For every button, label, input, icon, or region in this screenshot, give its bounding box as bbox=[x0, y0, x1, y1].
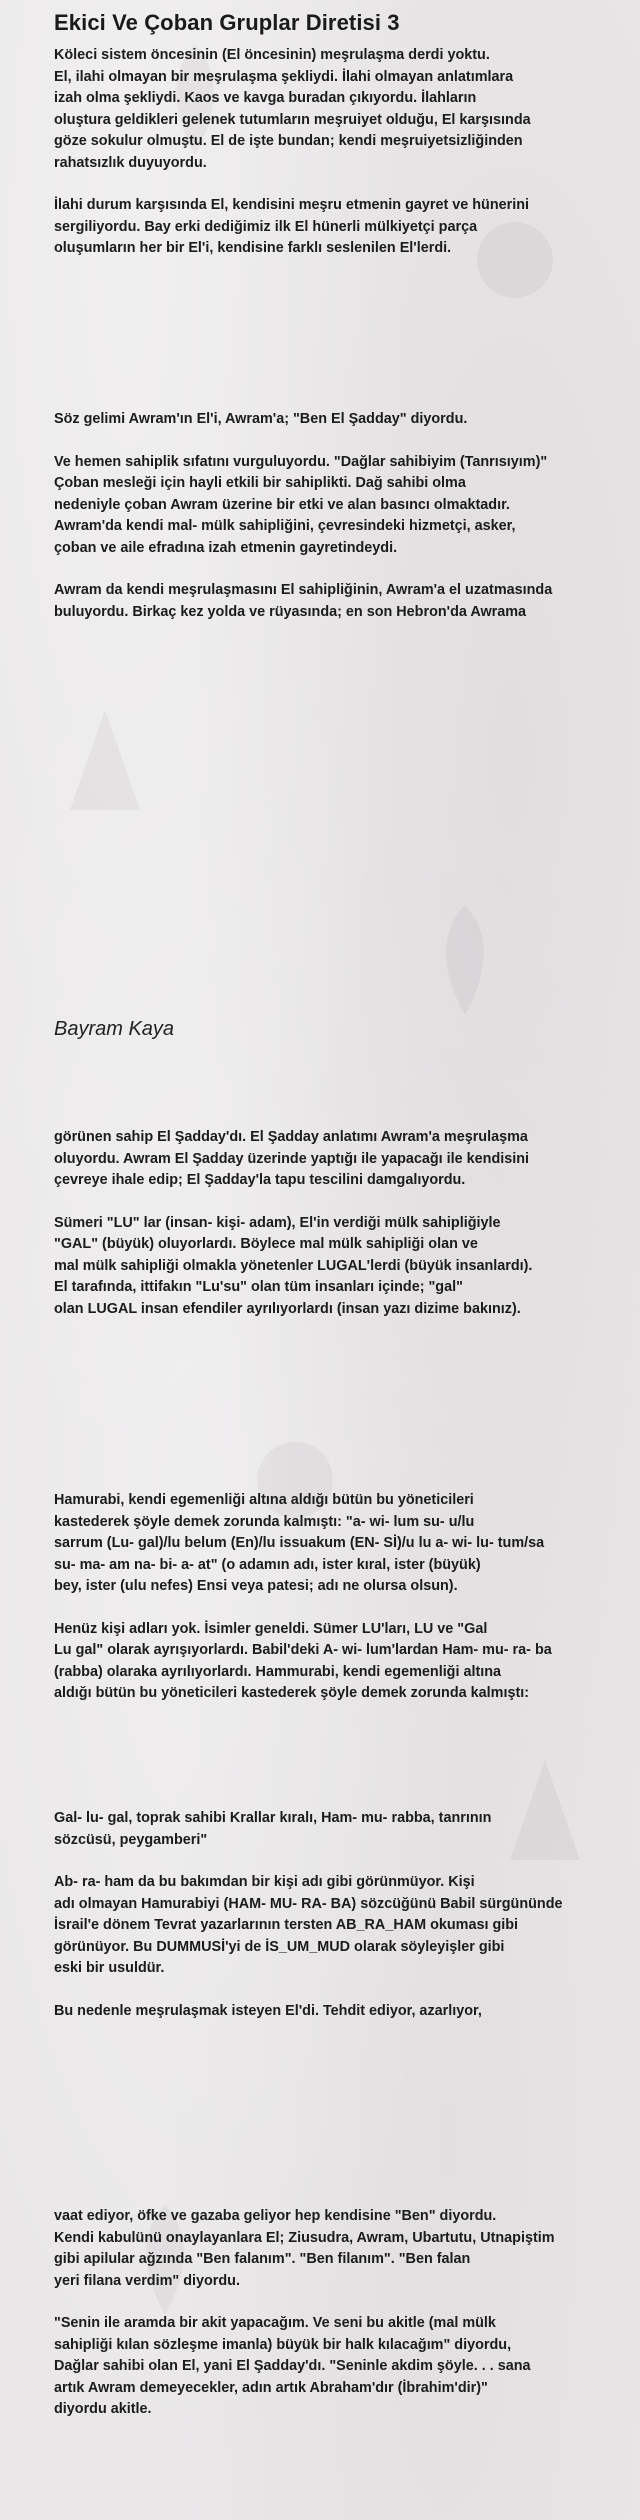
paragraph: Sümeri "LU" lar (insan- kişi- adam), El'in verdiği mülk sahipliğiyle "GAL" (büyük) oluyorlardı. Böylece mal mülk sahipliği olan ve mal mülk sahipliği olmakla yönetenler LUGAL'lerdi (büyük insanlardı). El tarafında, ittifakın "Lu'su" olan tüm insanları içinde; "gal" olan LUGAL insan efendiler ayrılıyorlardı (insan yazı dizime bakınız). bbox=[54, 1214, 533, 1317]
paragraph: Awram da kendi meşrulaşmasını El sahipliğinin, Awram'a el uzatmasında buluyordu. Birkaç kez yolda ve rüyasında; en son Hebron'da Awrama bbox=[54, 582, 553, 620]
text-section-6 bbox=[54, 2206, 630, 2442]
paragraph: Hamurabi, kendi egemenliği altına aldığı bütün bu yöneticileri kastederek şöyle demek zorunda kalmıştı: "a- wi- lum su- u/lu sarrum (Lu- gal)/lu belum (En)/lu issuakum (EN- Sİ)/u lu a- wi- lu- tum/sa su- ma- am na- bi- a- at" (o adamın adı, ister kıral, ister (büyük) bey, ister (ulu nefes) Ensi veya patesi; adı ne olursa olsun). bbox=[54, 1492, 545, 1594]
paragraph: Ve hemen sahiplik sıfatını vurguluyordu. "Dağlar sahibiyim (Tanrısıyım)" Çoban mesleği için hayli etkili bir sahiplikti. Dağ sahibi olma nedeniyle çoban Awram üzerine bir etki ve alan basıncı olmaktadır. Awram'da kendi mal- mülk sahipliğini, çevresindeki hizmetçi, asker, çoban ve aile efradına izah etmenin gayretindeydi. bbox=[54, 453, 548, 556]
paragraph: Ab- ra- ham da bu bakımdan bir kişi adı gibi görünmüyor. Kişi adı olmayan Hamurabiyi (HAM- MU- RA- BA) sözcüğünü Babil sürgününde İsrail'e dönem Tevrat yazarlarının tersten AB_RA_HAM okuması gibi görünüyor. Bu DUMMUSİ'yi de İS_UM_MUD olarak söyleyişler gibi eski bir usuldür. bbox=[54, 1874, 563, 1976]
text-section-3 bbox=[54, 1127, 630, 1341]
paragraph: Söz gelimi Awram'ın El'i, Awram'a; "Ben El Şadday" diyordu. bbox=[54, 411, 468, 427]
author-name: Bayram Kaya bbox=[54, 1018, 175, 1040]
text-section-2 bbox=[54, 409, 630, 644]
paragraph: "Senin ile aramda bir akit yapacağım. Ve seni bu akitle (mal mülk sahipliği kılan sözleşme imanla) büyük bir halk kılacağım" diyordu, Dağlar sahibi olan El, yani El Şadday'dı. "Seninle akdim şöyle. . . sana artık Awram demeyecekler, adın artık Abraham'dır (İbrahim'dir)" diyordu akitle. bbox=[54, 2315, 531, 2417]
paragraph: görünen sahip El Şadday'dı. El Şadday anlatımı Awram'a meşrulaşma oluyordu. Awram El Şadday üzerinde yaptığı ile yapacağı ile kendisini çevreye ihale edip; El Şadday'la tapu tescilini damgalıyordu. bbox=[54, 1129, 530, 1188]
text-section-5 bbox=[54, 1808, 630, 2043]
paragraph: Köleci sistem öncesinin (El öncesinin) meşrulaşma derdi yoktu. El, ilahi olmayan bir meşrulaşma şekliydi. İlahi olmayan anlatımlara izah olma şekliydi. Kaos ve kavga buradan çıkıyordu. İlahların oluştura geldikleri gelenek tutumların meşruiyet olduğu, El karşısında göze sokulur olmuştu. El de işte bundan; kendi meşruiyetsizliğinden rahatsızlık duyuyordu. bbox=[54, 47, 531, 171]
paragraph: İlahi durum karşısında El, kendisini meşru etmenin gayret ve hünerini sergiliyordu. Bay erki dediğimiz ilk El hünerli mülkiyetçi parça oluşumların her bir El'i, kendisine farklı seslenilen El'lerdi. bbox=[54, 197, 530, 256]
paragraph: Henüz kişi adları yok. İsimler geneldi. Sümer LU'ları, LU ve "Gal Lu gal" olarak ayrışıyorlardı. Babil'deki A- wi- lum'lardan Ham- mu- ra- ba (rabba) olaraka ayrılıyorlardı. Hammurabi, kendi egemenliği altına aldığı bütün bu yöneticileri kastederek şöyle demek zorunda kalmıştı: bbox=[54, 1620, 552, 1701]
background-motif bbox=[420, 900, 510, 1020]
background-motif bbox=[60, 700, 150, 820]
paragraph: vaat ediyor, öfke ve gazaba geliyor hep kendisine "Ben" diyordu. Kendi kabulünü onaylayanlara El; Ziusudra, Awram, Ubartutu, Utnapiştim gibi apilular ağzında "Ben falanım". "Ben filanım". "Ben falan yeri filana verdim" diyordu. bbox=[54, 2208, 555, 2289]
text-section-4 bbox=[54, 1490, 630, 1726]
paragraph: Gal- lu- gal, toprak sahibi Krallar kıralı, Ham- mu- rabba, tanrının sözcüsü, peygamberi" bbox=[54, 1810, 492, 1848]
article-title: Ekici Ve Çoban Gruplar Diretisi 3 bbox=[54, 10, 400, 35]
paragraph: Bu nedenle meşrulaşmak isteyen El'di. Tehdit ediyor, azarlıyor, bbox=[54, 2002, 482, 2019]
text-section-1 bbox=[54, 45, 630, 281]
